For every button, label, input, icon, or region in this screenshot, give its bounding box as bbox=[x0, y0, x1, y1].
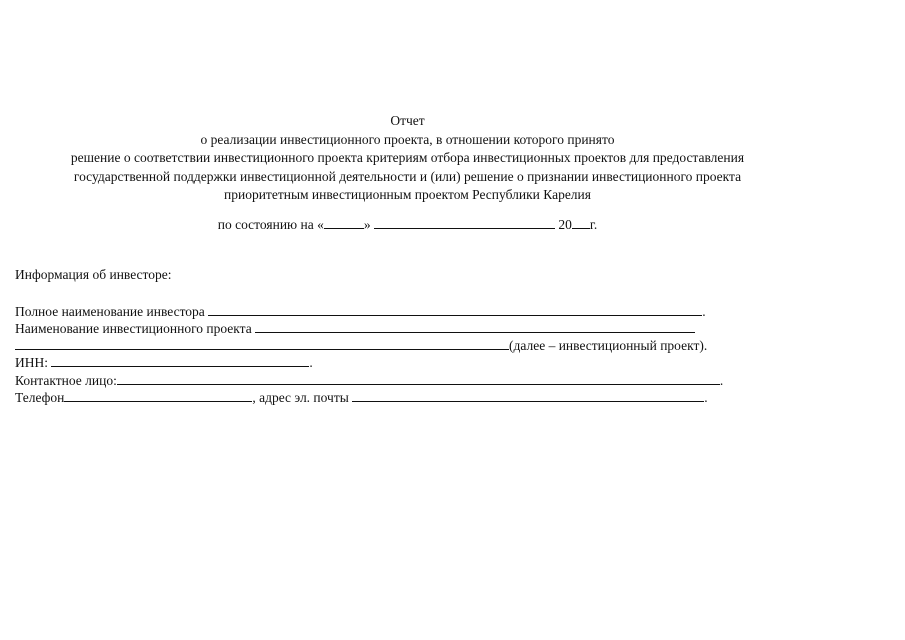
report-subtitle-line-3: государственной поддержки инвестиционной деятельности и (или) решение о признании инвестиционного проекта bbox=[73, 168, 742, 184]
month-field[interactable] bbox=[374, 216, 555, 229]
full-name-label: Полное наименование инвестора bbox=[15, 304, 205, 319]
email-field[interactable] bbox=[352, 389, 704, 402]
quote-close: » bbox=[363, 217, 371, 232]
project-name-row bbox=[15, 320, 695, 337]
contact-period: . bbox=[719, 373, 724, 388]
inn-row bbox=[15, 354, 313, 371]
investor-info-heading: Информация об инвесторе: bbox=[15, 267, 172, 282]
report-subtitle-line-1: о реализации инвестиционного проекта, в отношении которого принято bbox=[200, 131, 615, 147]
year-suffix: г. bbox=[589, 217, 598, 232]
full-name-field[interactable] bbox=[208, 303, 702, 316]
project-name-label: Наименование инвестиционного проекта bbox=[15, 321, 252, 336]
report-title: Отчет bbox=[390, 113, 425, 128]
day-field[interactable] bbox=[324, 216, 364, 229]
phone-label: Телефон bbox=[15, 390, 65, 405]
as-of-date-line bbox=[0, 216, 815, 234]
project-name-field-continuation[interactable] bbox=[15, 337, 509, 350]
inn-period: . bbox=[309, 355, 313, 370]
project-name-continuation-row bbox=[15, 337, 707, 354]
contact-row bbox=[15, 372, 723, 389]
contact-label: Контактное лицо: bbox=[15, 373, 117, 388]
full-name-row bbox=[15, 303, 706, 320]
project-suffix: (далее – инвестиционный проект). bbox=[509, 338, 708, 353]
contact-field[interactable] bbox=[117, 372, 720, 385]
year-prefix: 20 bbox=[558, 217, 572, 232]
as-of-label: по состоянию на « bbox=[217, 217, 324, 232]
project-name-field[interactable] bbox=[255, 320, 695, 333]
email-label: , адрес эл. почты bbox=[252, 390, 349, 405]
phone-email-row bbox=[15, 389, 708, 406]
report-subtitle-line-2: решение о соответствии инвестиционного проекта критериям отбора инвестиционных проектов для предоставления bbox=[70, 150, 745, 165]
inn-field[interactable] bbox=[51, 354, 309, 367]
report-subtitle-line-4: приоритетным инвестиционным проектом Республики Карелия bbox=[224, 187, 591, 202]
inn-label: ИНН: bbox=[15, 355, 48, 370]
year-field[interactable] bbox=[572, 216, 590, 229]
phone-field[interactable] bbox=[64, 389, 252, 402]
email-period: . bbox=[704, 390, 708, 405]
full-name-period: . bbox=[702, 304, 706, 319]
report-header bbox=[0, 112, 815, 205]
